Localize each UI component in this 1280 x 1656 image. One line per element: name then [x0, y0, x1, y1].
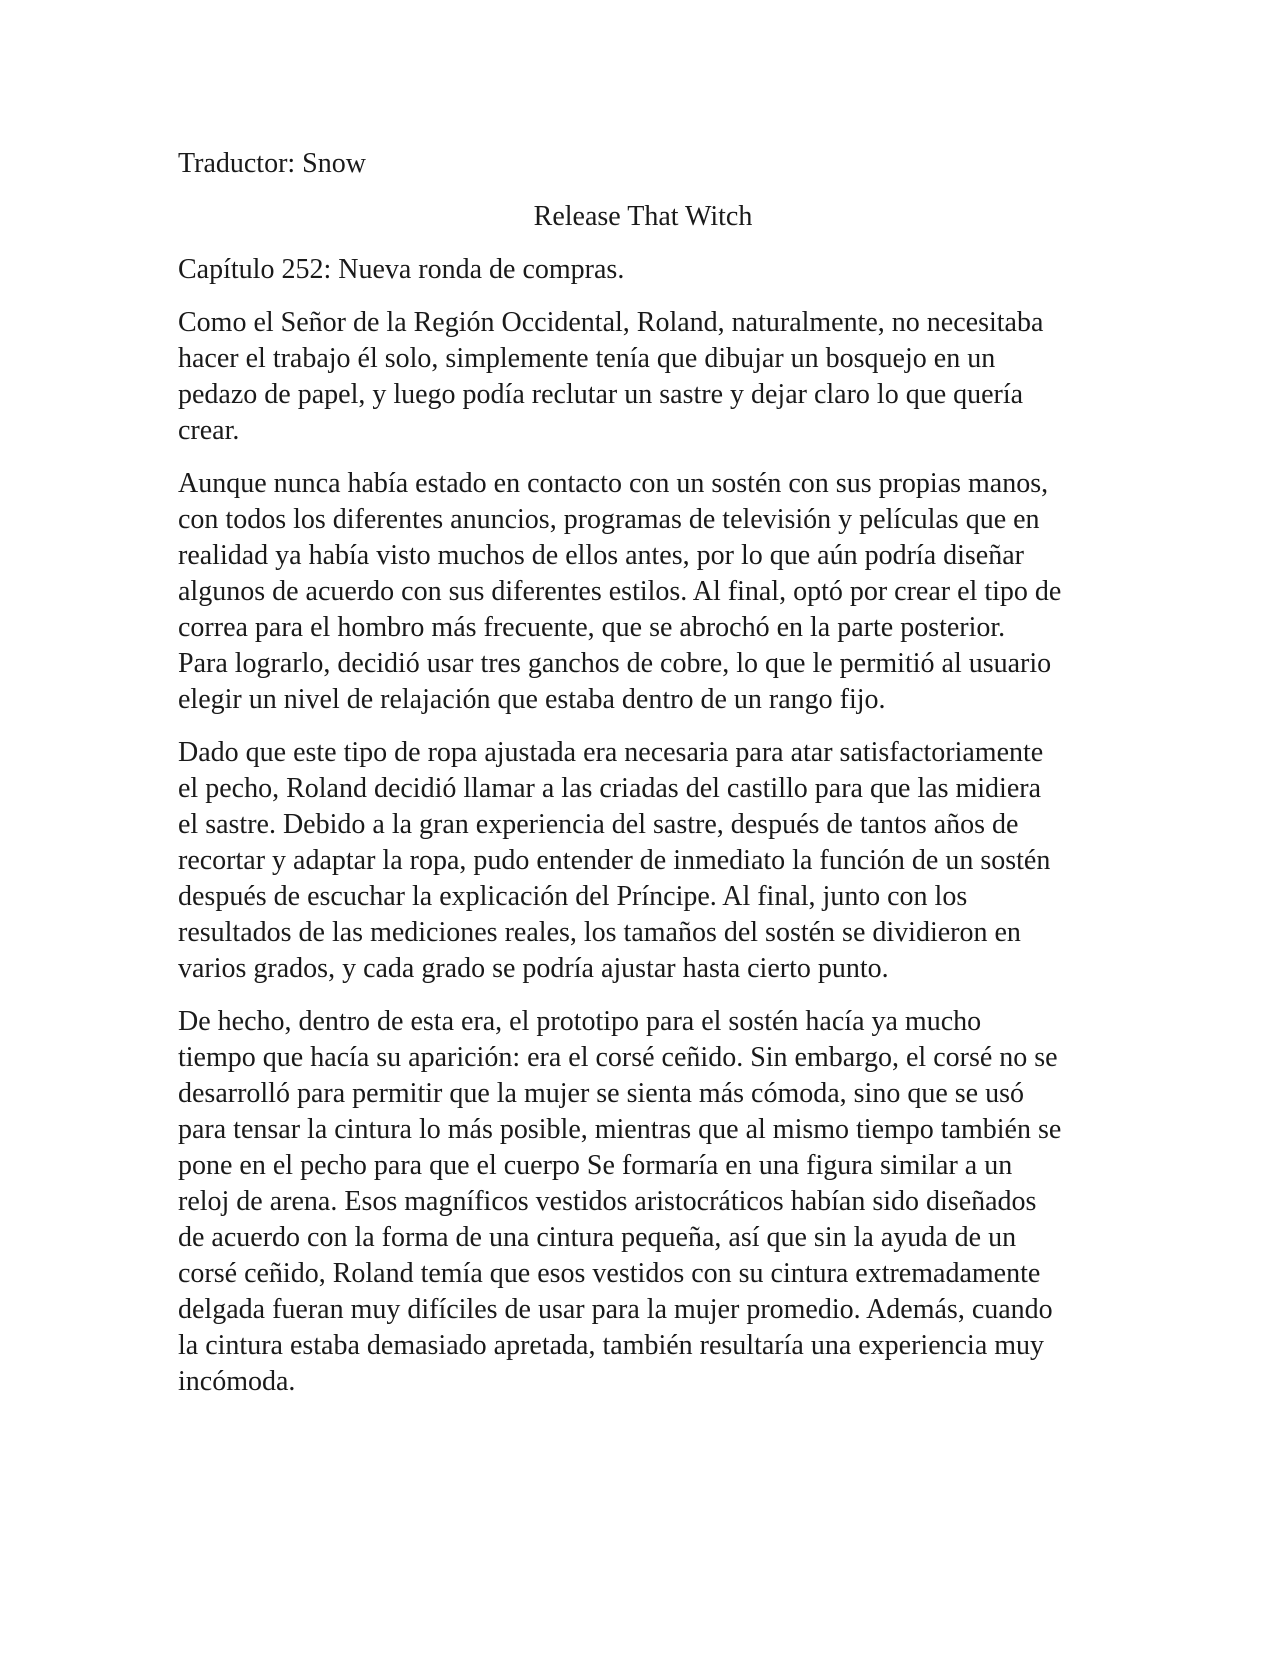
paragraph-line: el pecho, Roland decidió llamar a las criadas del castillo para que las midiera [178, 773, 1041, 804]
paragraph-line: varios grados, y cada grado se podría ajustar hasta cierto punto. [178, 953, 889, 984]
paragraph-line: la cintura estaba demasiado apretada, también resultaría una experiencia muy [178, 1330, 1045, 1361]
paragraph-2 [178, 466, 1108, 718]
paragraph-line: algunos de acuerdo con sus diferentes estilos. Al final, optó por crear el tipo de [178, 576, 1062, 607]
paragraph-line: reloj de arena. Esos magníficos vestidos aristocráticos habían sido diseñados [178, 1186, 1037, 1217]
paragraph-line: el sastre. Debido a la gran experiencia del sastre, después de tantos años de [178, 809, 1019, 840]
paragraph-line: para tensar la cintura lo más posible, mientras que al mismo tiempo también se [178, 1114, 1062, 1145]
paragraph-line: elegir un nivel de relajación que estaba dentro de un rango fijo. [178, 684, 886, 715]
paragraph-line: Para lograrlo, decidió usar tres ganchos de cobre, lo que le permitió al usuario [178, 648, 1052, 679]
paragraph-line: tiempo que hacía su aparición: era el corsé ceñido. Sin embargo, el corsé no se [178, 1042, 1058, 1073]
paragraph-line: incómoda. [178, 1366, 296, 1397]
paragraph-3 [178, 735, 1108, 987]
paragraph-line: realidad ya había visto muchos de ellos antes, por lo que aún podría diseñar [178, 540, 1024, 571]
chapter-title: Capítulo 252: Nueva ronda de compras. [178, 254, 625, 285]
paragraph-line: Dado que este tipo de ropa ajustada era necesaria para atar satisfactoriamente [178, 737, 1044, 768]
paragraph-line: resultados de las mediciones reales, los tamaños del sostén se dividieron en [178, 917, 1021, 948]
paragraph-line: delgada fueran muy difíciles de usar para la mujer promedio. Además, cuando [178, 1294, 1053, 1325]
translator-credit: Traductor: Snow [178, 148, 366, 179]
paragraph-line: pone en el pecho para que el cuerpo Se formaría en una figura similar a un [178, 1150, 1013, 1181]
paragraph-line: Como el Señor de la Región Occidental, Roland, naturalmente, no necesitaba [178, 307, 1044, 338]
paragraph-4 [178, 1004, 1108, 1400]
paragraph-line: Aunque nunca había estado en contacto con un sostén con sus propias manos, [178, 468, 1049, 499]
paragraph-line: después de escuchar la explicación del Príncipe. Al final, junto con los [178, 881, 968, 912]
paragraph-1 [178, 305, 1108, 449]
paragraph-line: desarrolló para permitir que la mujer se sienta más cómoda, sino que se usó [178, 1078, 1024, 1109]
paragraph-line: correa para el hombro más frecuente, que se abrochó en la parte posterior. [178, 612, 1006, 643]
document-body [178, 146, 1108, 1417]
paragraph-line: hacer el trabajo él solo, simplemente tenía que dibujar un bosquejo en un [178, 343, 996, 374]
paragraph-line: De hecho, dentro de esta era, el prototipo para el sostén hacía ya mucho [178, 1006, 982, 1037]
paragraph-line: pedazo de papel, y luego podía reclutar un sastre y dejar claro lo que quería [178, 379, 1024, 410]
paragraph-line: crear. [178, 415, 240, 446]
paragraph-line: corsé ceñido, Roland temía que esos vestidos con su cintura extremadamente [178, 1258, 1041, 1289]
book-title: Release That Witch [533, 201, 753, 232]
paragraph-line: con todos los diferentes anuncios, programas de televisión y películas que en [178, 504, 1040, 535]
paragraph-line: de acuerdo con la forma de una cintura pequeña, así que sin la ayuda de un [178, 1222, 1017, 1253]
paragraph-line: recortar y adaptar la ropa, pudo entender de inmediato la función de un sostén [178, 845, 1051, 876]
